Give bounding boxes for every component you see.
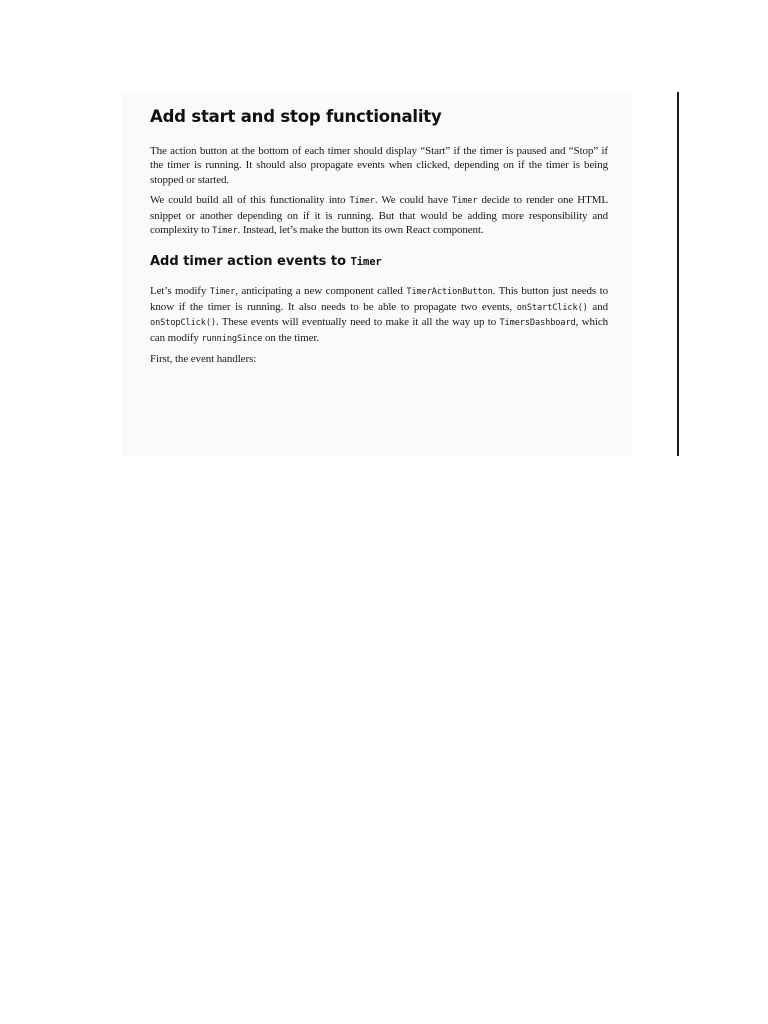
text-run: , which can modify xyxy=(150,316,608,344)
text-run: . These events will eventually need to make it all the way up to xyxy=(215,316,500,329)
inline-code: onStartClick() xyxy=(516,302,588,313)
inline-code: runningSince xyxy=(201,333,263,344)
text-run: on the timer. xyxy=(262,331,319,344)
text-run: , anticipating a new component called xyxy=(235,285,407,298)
inline-code: Timer xyxy=(212,226,238,237)
subsection-heading-text: Add timer action events to xyxy=(150,254,351,270)
text-run: decide to render one HTML snippet or another depending on if it is running. But that would be adding more responsibility and complexity to xyxy=(150,194,608,237)
text-run: and xyxy=(587,300,609,313)
text-run: . We could have xyxy=(374,194,453,207)
subsection-paragraph-1 xyxy=(150,284,608,346)
text-run: . Instead, let’s make the button its own React component. xyxy=(237,224,484,237)
section-paragraph-1: The action button at the bottom of each timer should display “Start” if the timer is paused and “Stop” if the timer is running. It should also propagate events when clicked, depending on if the timer is being stopped or started. xyxy=(150,145,608,186)
text-run: We could build all of this functionality into xyxy=(150,194,350,207)
inline-code: Timer xyxy=(209,287,236,298)
subsection-paragraph-2: First, the event handlers: xyxy=(150,353,257,366)
subsection-heading xyxy=(150,252,608,272)
section-paragraph-2 xyxy=(150,193,608,238)
right-margin-rule xyxy=(677,92,679,456)
text-run: . This button just needs to know if the timer is running. It also needs to be able to propagate two events, xyxy=(150,285,609,313)
text-run: Let’s modify xyxy=(150,285,210,298)
inline-code: Timer xyxy=(349,196,375,207)
inline-code: TimerActionButton xyxy=(406,287,493,298)
inline-code: onStopClick() xyxy=(150,318,216,329)
document-content xyxy=(150,104,608,372)
subsection-heading-code: Timer xyxy=(350,256,382,269)
inline-code: Timer xyxy=(452,196,478,207)
section-heading: Add start and stop functionality xyxy=(150,107,442,126)
inline-code: TimersDashboard xyxy=(499,318,576,329)
